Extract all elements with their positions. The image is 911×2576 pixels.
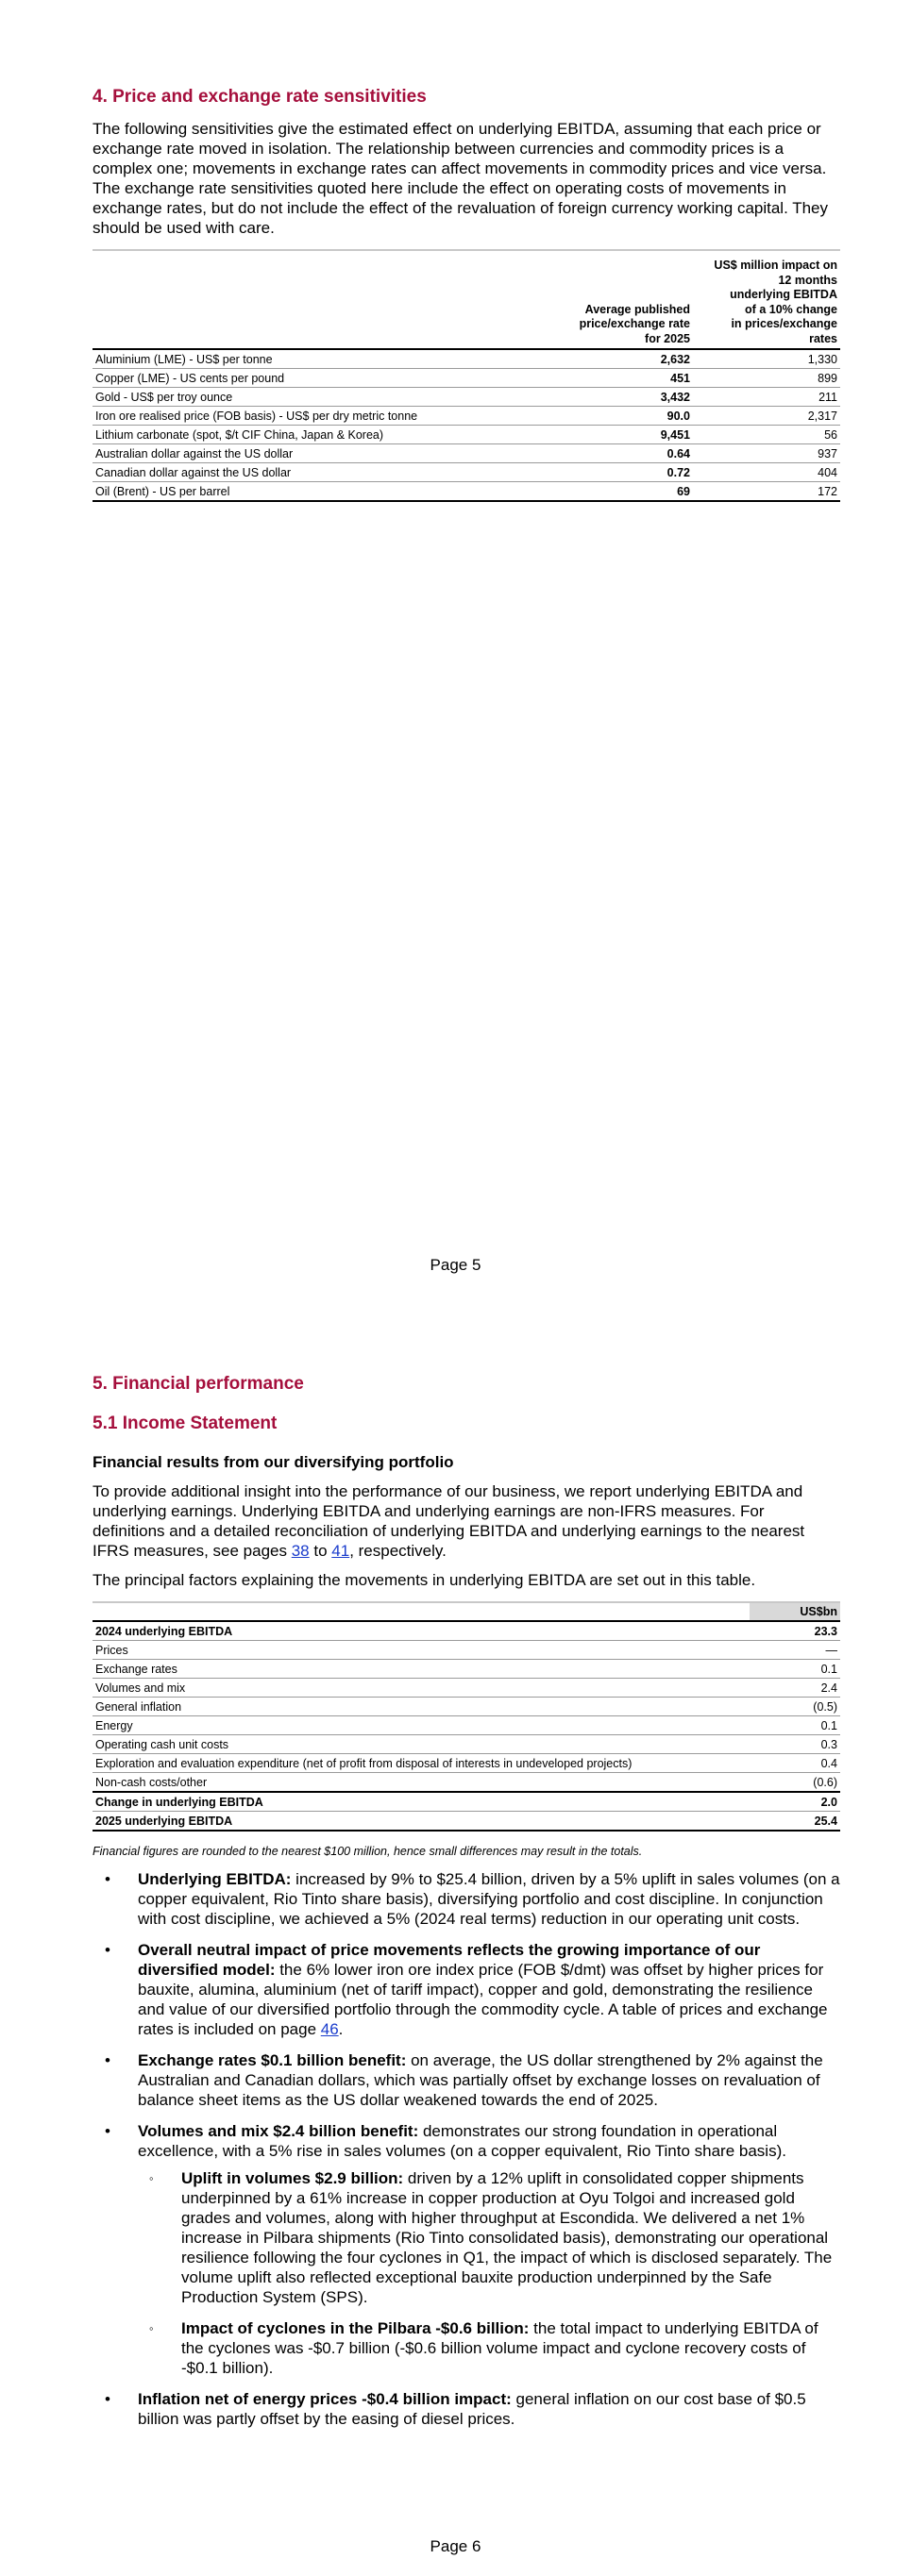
page-number: Page 6 [430, 2537, 481, 2555]
list-item [93, 1869, 840, 1929]
section-5 [93, 1374, 840, 2440]
sub-bullet-list [138, 2168, 840, 2378]
header-blank [93, 251, 565, 349]
page-46-link[interactable]: 46 [320, 2020, 339, 2038]
header-line: Average published [584, 302, 690, 316]
bullet-text: demonstrates our strong foundation in operational excellence, with a 5% rise in sales volumes (on a copper equivalent, Rio Tinto share basis). [138, 2122, 786, 2160]
bullet-icon: • [105, 2051, 110, 2069]
row-value: 2.4 [750, 1679, 840, 1698]
table-row [93, 349, 840, 369]
sub-bullet-title: Impact of cyclones in the Pilbara -$0.6 billion: [181, 2319, 530, 2337]
sub-bullet-icon: ◦ [149, 2171, 154, 2185]
row-value: 2.0 [750, 1792, 840, 1812]
row-label: General inflation [93, 1698, 750, 1716]
header-line: rates [809, 331, 837, 345]
row-impact: 2,317 [693, 407, 840, 426]
bullet-icon: • [105, 1941, 110, 1959]
sensitivity-table-body [93, 349, 840, 501]
header-line: price/exchange rate [579, 317, 690, 330]
table-footnote: Financial figures are rounded to the nearest $100 million, hence small differences may result in the totals. [93, 1845, 643, 1858]
header-line: for 2025 [645, 331, 690, 345]
row-label: Oil (Brent) - US per barrel [93, 482, 565, 502]
row-rate: 451 [565, 369, 693, 388]
list-item [93, 2121, 840, 2378]
row-impact: 1,330 [693, 349, 840, 369]
header-line: underlying EBITDA [730, 288, 837, 301]
row-label: Gold - US$ per troy ounce [93, 388, 565, 407]
bullet-title: Overall neutral impact of price movements reflects the growing importance of our diversified model: [138, 1941, 761, 1979]
subsection-heading: 5.1 Income Statement [93, 1413, 278, 1433]
row-value: — [750, 1641, 840, 1660]
row-value: 0.3 [750, 1735, 840, 1754]
table-row [93, 482, 840, 502]
row-label: Lithium carbonate (spot, $/t CIF China, Japan & Korea) [93, 426, 565, 444]
sub-list-item [138, 2168, 840, 2307]
bullet-title: Volumes and mix $2.4 billion benefit: [138, 2122, 419, 2140]
unit-header: US$bn [750, 1603, 840, 1621]
row-label: Volumes and mix [93, 1679, 750, 1698]
list-item [93, 2389, 840, 2429]
bullet-text: . [338, 2020, 344, 2038]
sub-bullet-text: the total impact to underlying EBITDA of the cyclones was -$0.7 billion (-$0.6 billion volume impact and cyclone recovery costs of -$0.1 billion). [181, 2319, 818, 2377]
bullet-text: the 6% lower iron ore index price (FOB $/dmt) was offset by higher prices for bauxite, alumina, aluminium (net of tariff impact), copper and gold, demonstrating the resilience and value of our diversified portfolio through the commodity cycle. A table of prices and exchange rates is included on page [138, 1961, 828, 2038]
row-rate: 90.0 [565, 407, 693, 426]
table-row [93, 444, 840, 463]
row-value: 25.4 [750, 1812, 840, 1832]
row-impact: 937 [693, 444, 840, 463]
bullet-title: Inflation net of energy prices -$0.4 billion impact: [138, 2390, 512, 2408]
row-label: Iron ore realised price (FOB basis) - US$ per dry metric tonne [93, 407, 565, 426]
row-label: Non-cash costs/other [93, 1773, 750, 1793]
table-row [93, 1735, 840, 1754]
row-impact: 899 [693, 369, 840, 388]
row-label: Energy [93, 1716, 750, 1735]
row-label: 2025 underlying EBITDA [93, 1812, 750, 1832]
row-impact: 211 [693, 388, 840, 407]
row-label: Australian dollar against the US dollar [93, 444, 565, 463]
table-row [93, 1754, 840, 1773]
page-41-link[interactable]: 41 [331, 1542, 350, 1560]
row-label: Canadian dollar against the US dollar [93, 463, 565, 482]
row-impact: 172 [693, 482, 840, 502]
row-impact: 56 [693, 426, 840, 444]
row-value: 23.3 [750, 1621, 840, 1641]
row-label: Exchange rates [93, 1660, 750, 1679]
bullet-text: on average, the US dollar strengthened by 2% against the Australian and Canadian dollars, which was partially offset by exchange losses on revaluation of balance sheet items as the US dollar weakened towards the end of 2025. [138, 2051, 823, 2109]
bullet-list [93, 1869, 840, 2429]
section-heading: 5. Financial performance [93, 1374, 304, 1394]
bullet-text: general inflation on our cost base of $0.5 billion was partly offset by the easing of diesel prices. [138, 2390, 806, 2428]
table-row [93, 407, 840, 426]
table-header-row [93, 251, 840, 349]
header-line: US$ million impact on [714, 259, 837, 272]
row-rate: 9,451 [565, 426, 693, 444]
row-value: 0.1 [750, 1660, 840, 1679]
row-label: Change in underlying EBITDA [93, 1792, 750, 1812]
rate-column-header [565, 251, 693, 349]
results-heading: Financial results from our diversifying portfolio [93, 1453, 454, 1471]
row-rate: 3,432 [565, 388, 693, 407]
list-item [93, 1940, 840, 2039]
intro-paragraph: The following sensitivities give the estimated effect on underlying EBITDA, assuming that each price or exchange rate moved in isolation. The relationship between currencies and commodity prices is a complex one; movements in exchange rates can affect movements in commodity prices and vice versa. The exchange rate sensitivities quoted here include the effect on operating costs of movements in exchange rates, but do not include the effect of the revaluation of foreign currency working capital. They should be used with care. [93, 120, 829, 237]
intro-paragraph [93, 1481, 840, 1561]
table-row [93, 1621, 840, 1641]
para-text: To provide additional insight into the performance of our business, we report underlying EBITDA and underlying earnings. Underlying EBITDA and underlying earnings are non-IFRS measures. For definitions and a detailed reconciliation of underlying EBITDA and underlying earnings to the nearest IFRS measures, see pages [93, 1482, 805, 1560]
bullet-icon: • [105, 1870, 110, 1888]
ebitda-bridge-table [93, 1603, 840, 1832]
bullet-icon: • [105, 2122, 110, 2140]
table-row [93, 1792, 840, 1812]
table-row [93, 1812, 840, 1832]
bullet-title: Underlying EBITDA: [138, 1870, 292, 1888]
table-row [93, 388, 840, 407]
row-value: (0.5) [750, 1698, 840, 1716]
table-row [93, 1716, 840, 1735]
table-row [93, 463, 840, 482]
sub-bullet-title: Uplift in volumes $2.9 billion: [181, 2169, 404, 2187]
para-text: to [309, 1542, 332, 1560]
table-header-row [93, 1603, 840, 1621]
table-intro: The principal factors explaining the movements in underlying EBITDA are set out in this table. [93, 1571, 756, 1589]
bullet-icon: • [105, 2390, 110, 2408]
sub-bullet-text: driven by a 12% uplift in consolidated copper shipments underpinned by a 61% increase in copper production at Oyu Tolgoi and increased gold grades and volumes, along with higher throughput at Escondida. We delivered a net 1% increase in Pilbara shipments (Rio Tinto consolidated basis), demonstrating our operational resilience following the four cyclones in Q1, the impact of which is disclosed separately. The volume uplift also reflected exceptional bauxite production underpinned by the Safe Production System (SPS). [181, 2169, 833, 2306]
page-6 [0, 1302, 911, 2576]
ebitda-table-body [93, 1621, 840, 1831]
row-label: Copper (LME) - US cents per pound [93, 369, 565, 388]
table-row [93, 1679, 840, 1698]
row-label: Operating cash unit costs [93, 1735, 750, 1754]
bullet-text: increased by 9% to $25.4 billion, driven by a 5% uplift in sales volumes (on a copper equivalent, Rio Tinto share basis), diversifying portfolio and cost discipline. In conjunction with cost discipline, we achieved a 5% (2024 real terms) reduction in our operating unit costs. [138, 1870, 840, 1928]
row-value: 0.4 [750, 1754, 840, 1773]
row-rate: 2,632 [565, 349, 693, 369]
row-rate: 0.72 [565, 463, 693, 482]
row-label: Aluminium (LME) - US$ per tonne [93, 349, 565, 369]
bullet-title: Exchange rates $0.1 billion benefit: [138, 2051, 407, 2069]
row-label: Prices [93, 1641, 750, 1660]
header-line: 12 months [778, 273, 837, 287]
table-row [93, 1660, 840, 1679]
row-value: (0.6) [750, 1773, 840, 1793]
section-heading: 4. Price and exchange rate sensitivities [93, 87, 427, 107]
table-row [93, 426, 840, 444]
page-number: Page 5 [430, 1256, 481, 1274]
sensitivity-table [93, 251, 840, 502]
sub-list-item [138, 2318, 840, 2378]
table-row [93, 1641, 840, 1660]
list-item [93, 2050, 840, 2110]
section-4 [93, 87, 840, 502]
row-value: 0.1 [750, 1716, 840, 1735]
para-text: , respectively. [349, 1542, 447, 1560]
row-label: 2024 underlying EBITDA [93, 1621, 750, 1641]
header-line: in prices/exchange [731, 317, 837, 330]
table-row [93, 1773, 840, 1793]
row-label: Exploration and evaluation expenditure (net of profit from disposal of interests in undeveloped projects) [93, 1754, 750, 1773]
table-row [93, 369, 840, 388]
sub-bullet-icon: ◦ [149, 2321, 154, 2335]
row-rate: 0.64 [565, 444, 693, 463]
impact-column-header [693, 251, 840, 349]
header-blank [93, 1603, 750, 1621]
page-38-link[interactable]: 38 [291, 1542, 310, 1560]
table-row [93, 1698, 840, 1716]
header-line: of a 10% change [745, 302, 837, 316]
row-impact: 404 [693, 463, 840, 482]
row-rate: 69 [565, 482, 693, 502]
